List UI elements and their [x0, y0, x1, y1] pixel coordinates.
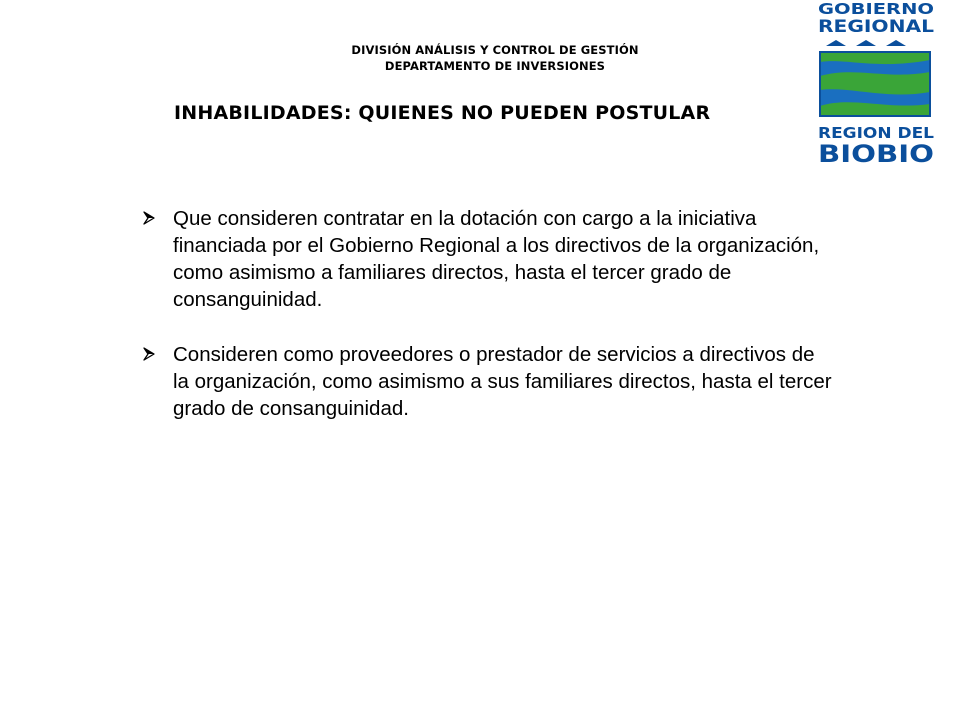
logo-line-biobio: BIOBIO [818, 140, 934, 165]
arrow-bullet-icon [143, 210, 161, 226]
bullet-text: Consideren como proveedores o prestador de servicios a directivos de la organización, como asimismo a sus familiares directos, hasta el tercer grado de consanguinidad. [173, 343, 832, 420]
mountains-icon [826, 40, 906, 46]
river-emblem [820, 52, 930, 116]
logo-line-region: REGION DEL [818, 124, 935, 142]
header-department: DEPARTAMENTO DE INVERSIONES [384, 59, 606, 73]
bullet-text: Que consideren contratar en la dotación con cargo a la iniciativa financiada por el Gobierno Regional a los directivos de la organización, como asimismo a familiares directos, hasta el tercer grado de consanguinidad. [173, 207, 820, 311]
logo-line-regional: REGIONAL [818, 17, 935, 37]
gobierno-regional-logo [816, 0, 938, 165]
list-item [143, 341, 833, 422]
bullet-list [143, 205, 833, 450]
arrow-bullet-icon [143, 346, 161, 362]
page-title: INHABILIDADES: QUIENES NO PUEDEN POSTULAR [174, 102, 711, 124]
header [300, 42, 690, 74]
list-item [143, 205, 833, 313]
logo-line-gobierno: GOBIERNO [818, 0, 934, 18]
header-division: DIVISIÓN ANÁLISIS Y CONTROL DE GESTIÓN [351, 43, 639, 57]
